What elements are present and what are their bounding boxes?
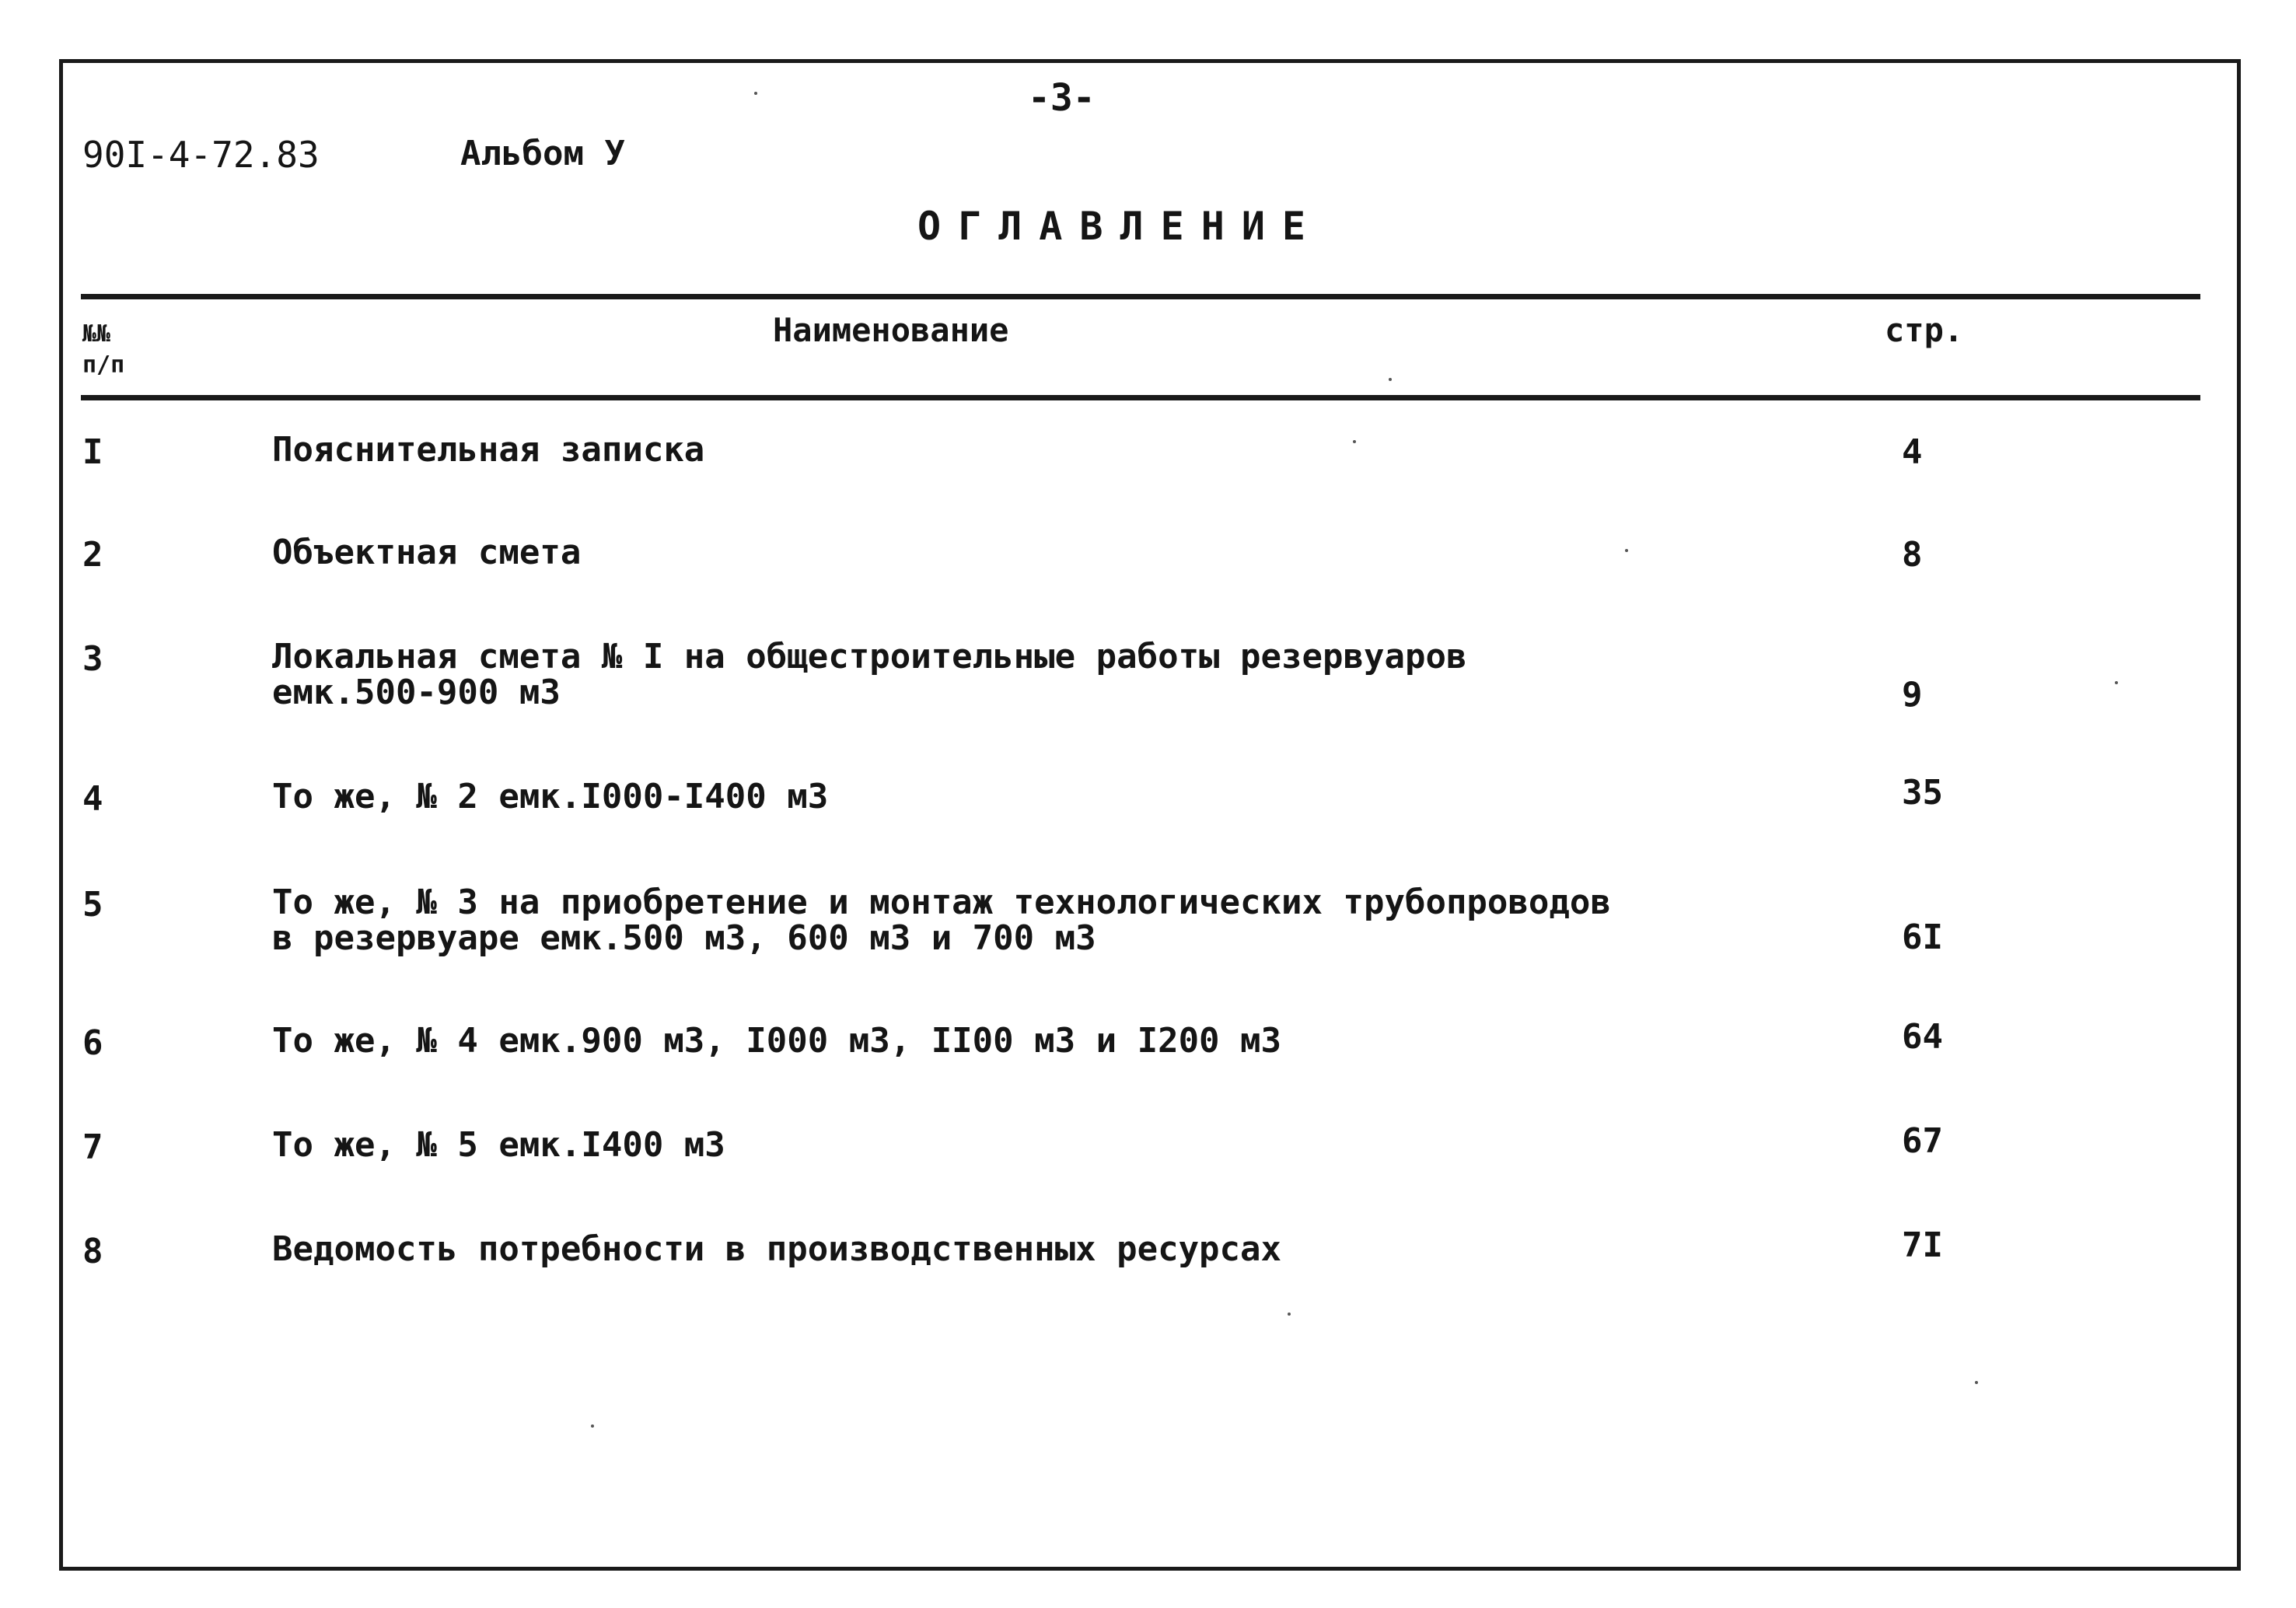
row-title: Объектная смета xyxy=(272,533,582,572)
row-number: I xyxy=(82,432,103,472)
page-number: -3- xyxy=(1028,76,1096,120)
scan-speck xyxy=(2115,681,2118,684)
row-number: 5 xyxy=(82,885,103,925)
column-header-page: стр. xyxy=(1885,311,1964,349)
scan-speck xyxy=(1625,549,1628,552)
document-code: 90I-4-72.83 xyxy=(82,134,320,176)
row-title: То же, № 3 на приобретение и монтаж технологических трубопроводов в резервуаре емк.500 м3, 600 м3 и 700 м3 xyxy=(272,883,1611,958)
scan-speck xyxy=(1353,440,1356,443)
scan-speck xyxy=(754,92,757,95)
scan-speck xyxy=(1288,1313,1291,1316)
row-page: 9 xyxy=(1902,675,1923,715)
row-page: 4 xyxy=(1902,432,1923,472)
row-title: Локальная смета № I на общестроительные работы резервуаров емк.500-900 м3 xyxy=(272,637,1467,712)
row-title: Ведомость потребности в производственных ресурсах xyxy=(272,1229,1282,1269)
header-rule-top xyxy=(81,294,2200,299)
row-page: 64 xyxy=(1902,1017,1943,1057)
row-number: 6 xyxy=(82,1023,103,1063)
scan-speck xyxy=(1975,1381,1978,1384)
row-number: 3 xyxy=(82,639,103,679)
scan-speck xyxy=(591,1424,594,1428)
row-number: 8 xyxy=(82,1232,103,1271)
row-number: 7 xyxy=(82,1127,103,1167)
scan-speck xyxy=(1389,378,1392,381)
header-rule-bottom xyxy=(81,395,2200,400)
album-label: Альбом У xyxy=(460,134,625,173)
row-number: 4 xyxy=(82,779,103,819)
row-page: 35 xyxy=(1902,773,1943,813)
row-title: То же, № 2 емк.I000-I400 м3 xyxy=(272,777,829,816)
table-of-contents-title: ОГЛАВЛЕНИЕ xyxy=(917,204,1323,249)
row-page: 7I xyxy=(1902,1225,1943,1265)
row-page: 67 xyxy=(1902,1121,1943,1161)
column-header-number: №№ п/п xyxy=(82,320,125,379)
row-number: 2 xyxy=(82,535,103,575)
row-page: 6I xyxy=(1902,918,1943,957)
row-title: То же, № 5 емк.I400 м3 xyxy=(272,1125,725,1165)
row-title: То же, № 4 емк.900 м3, I000 м3, II00 м3 и I200 м3 xyxy=(272,1021,1282,1061)
row-page: 8 xyxy=(1902,535,1923,575)
column-header-name: Наименование xyxy=(773,311,1009,349)
row-title: Пояснительная записка xyxy=(272,430,705,470)
